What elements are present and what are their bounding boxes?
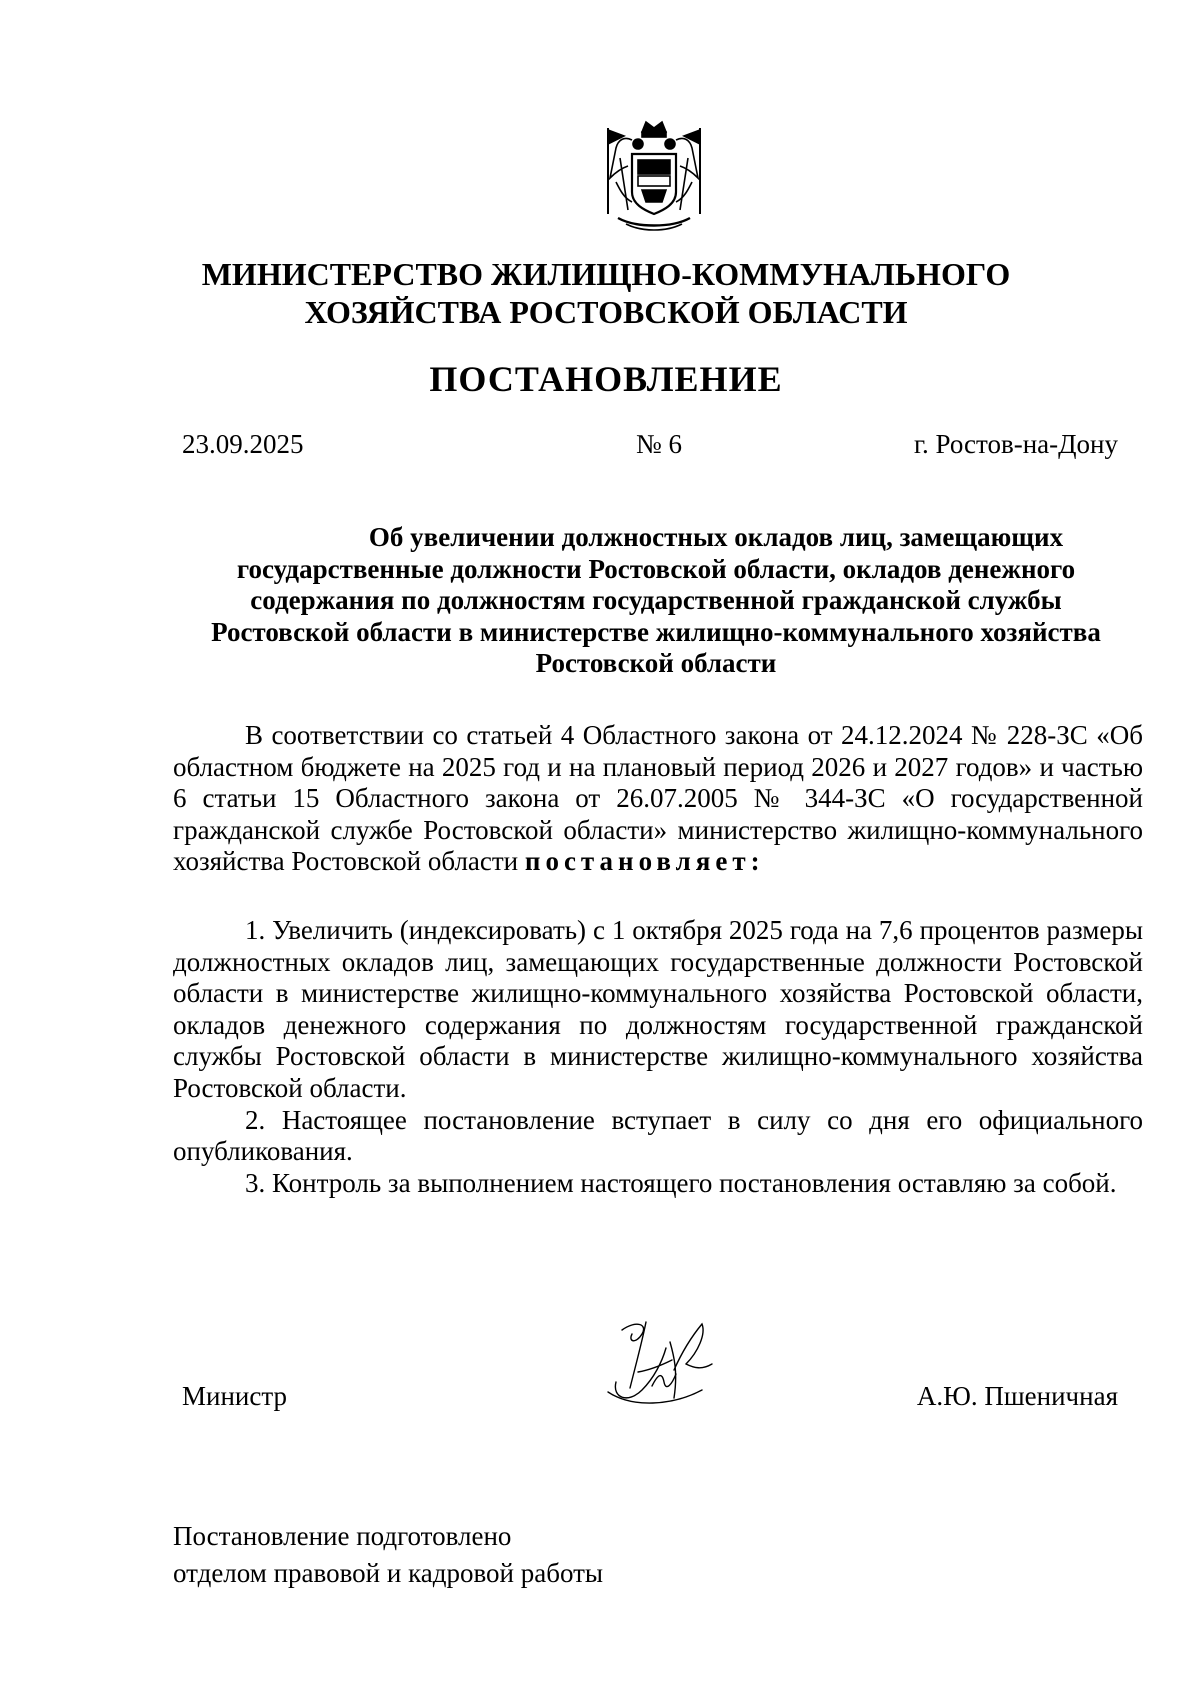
ministry-name-line-1: МИНИСТЕРСТВО ЖИЛИЩНО-КОММУНАЛЬНОГО xyxy=(201,256,1011,292)
signatory-role: Министр xyxy=(182,1381,287,1411)
document-number: № 6 xyxy=(636,429,683,459)
document-type: ПОСТАНОВЛЕНИЕ xyxy=(429,359,783,399)
decree-item-3: 3. Контроль за выполнением настоящего постановления оставляю за собой. xyxy=(245,1167,1117,1198)
title-line-4: Ростовской области в министерстве жилищно-коммунального хозяйства xyxy=(211,616,1101,647)
prepared-by-note xyxy=(173,1518,603,1592)
document-city: г. Ростов-на-Дону xyxy=(913,429,1118,459)
decree-item-2: 2. Настоящее постановление вступает в силу со дня его официального опубликования. xyxy=(173,1104,1143,1167)
title-line-5: Ростовской области xyxy=(535,648,777,678)
decree-items xyxy=(173,915,1143,1199)
title-line-2: государственные должности Ростовской области, окладов денежного xyxy=(236,553,1076,584)
decree-word: постановляет: xyxy=(524,846,765,877)
signature-icon xyxy=(602,1312,722,1418)
title-line-1: Об увеличении должностных окладов лиц, замещающих xyxy=(368,522,1064,552)
footer-line-1: Постановление подготовлено xyxy=(173,1521,512,1551)
document-title xyxy=(176,522,1136,680)
decree-item-1: 1. Увеличить (индексировать) с 1 октября 2025 года на 7,6 процентов размеры должностных окладов лиц, замещающих государственные должности Ростовской области в министерстве жилищно-коммунального хозяйства Ростовской области, окладов денежного содержания по должностям государственной гражданской службы Ростовской области в министерстве жилищно-коммунального хозяйства Ростовской области. xyxy=(173,915,1143,1103)
signatory-name: А.Ю. Пшеничная xyxy=(916,1381,1118,1411)
preamble-paragraph xyxy=(173,720,1143,878)
title-line-3: содержания по должностям государственной гражданской службы xyxy=(250,585,1062,615)
coat-of-arms-icon xyxy=(602,118,706,236)
footer-line-2: отделом правовой и кадровой работы xyxy=(173,1558,604,1588)
document-date: 23.09.2025 xyxy=(182,429,304,459)
ministry-name-line-2: ХОЗЯЙСТВА РОСТОВСКОЙ ОБЛАСТИ xyxy=(304,294,908,330)
preamble-text: В соответствии со статьей 4 Областного закона от 24.12.2024 № 228-ЗС «Об областном бюджете на 2025 год и на плановый период 2026 и 2027 годов» и частью 6 статьи 15 Областного закона от 26.07.2005 № 344-ЗС «О государственной гражданской службе Ростовской области» министерство жилищно-коммунального хозяйства Ростовской области xyxy=(173,720,1143,877)
